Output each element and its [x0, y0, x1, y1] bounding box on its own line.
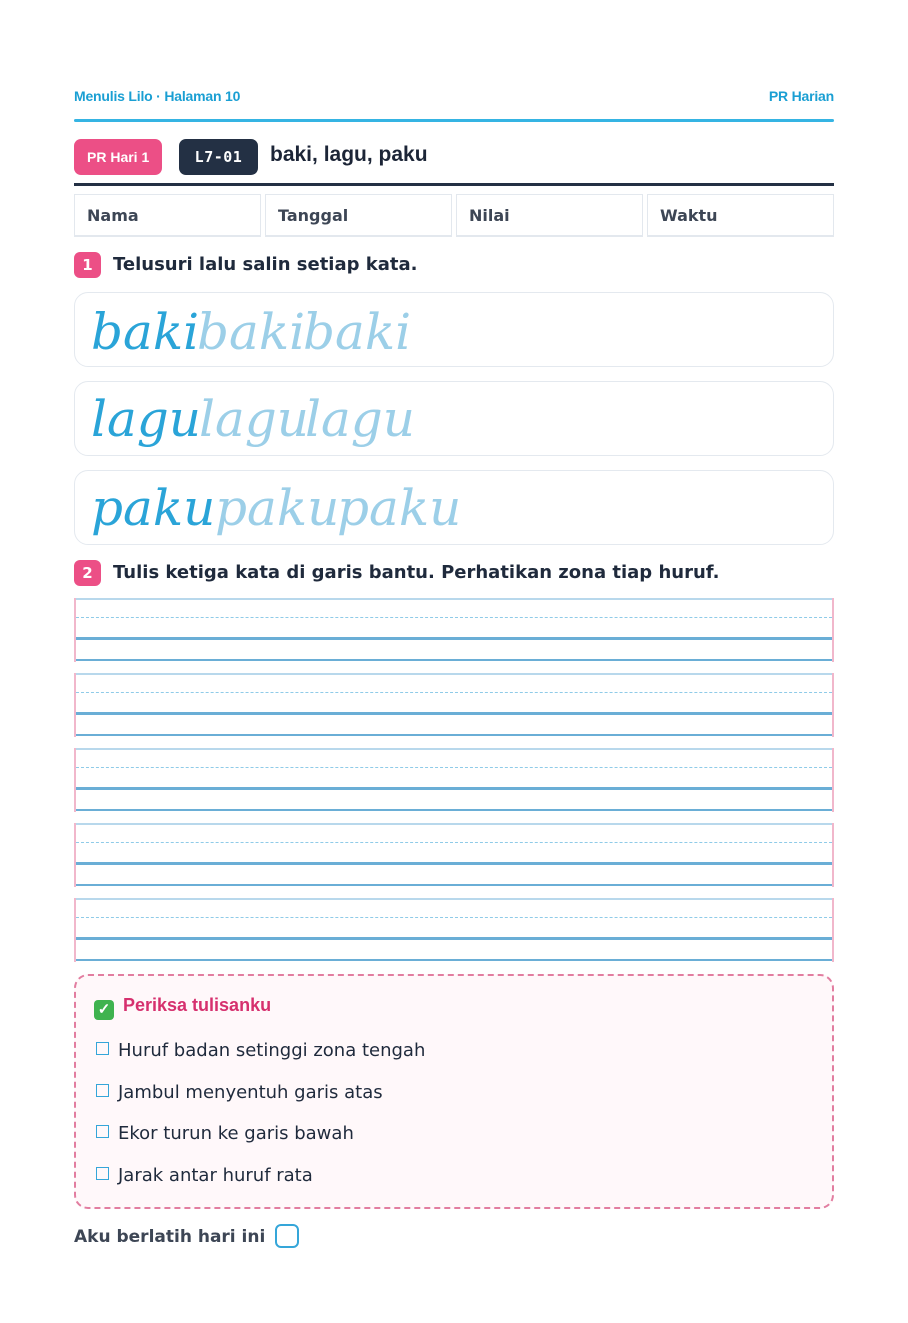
- trace-word-guide: baki: [303, 303, 412, 361]
- checkbox-icon[interactable]: [96, 1084, 109, 1097]
- info-field-name[interactable]: Nama: [74, 194, 261, 237]
- top-line: [76, 673, 832, 675]
- checklist-item-label: Huruf badan setinggi zona tengah: [118, 1040, 426, 1061]
- header-book-page: Menulis Lilo · Halaman 10: [74, 88, 241, 104]
- writing-line[interactable]: [74, 823, 834, 887]
- checklist-item[interactable]: [96, 1082, 383, 1103]
- trace-row-paku[interactable]: [74, 470, 834, 545]
- checkbox-icon[interactable]: [96, 1167, 109, 1180]
- top-line: [76, 748, 832, 750]
- trace-word-guide: lagu: [199, 390, 310, 448]
- section-2-number: 2: [74, 560, 101, 586]
- student-info-row: [74, 194, 834, 237]
- section-1-instruction: Telusuri lalu salin setiap kata.: [113, 254, 418, 275]
- checklist-item-label: Ekor turun ke garis bawah: [118, 1123, 354, 1144]
- info-field-date[interactable]: Tanggal: [265, 194, 452, 237]
- mid-dashed-line: [76, 692, 832, 693]
- writing-line[interactable]: [74, 898, 834, 962]
- trace-word-svg: [75, 382, 835, 457]
- writing-line[interactable]: [74, 748, 834, 812]
- trace-word-svg: [75, 471, 835, 546]
- bottom-line: [76, 659, 832, 661]
- trace-word-model: lagu: [91, 390, 202, 448]
- title-bar: [74, 139, 834, 179]
- bottom-line: [76, 734, 832, 736]
- base-line: [76, 787, 832, 790]
- day-badge: PR Hari 1: [74, 139, 162, 175]
- mid-dashed-line: [76, 767, 832, 768]
- top-line: [76, 898, 832, 900]
- self-check-heading: [94, 995, 271, 1020]
- trace-word-model: baki: [91, 303, 200, 361]
- base-line: [76, 937, 832, 940]
- trace-word-svg: [75, 293, 835, 368]
- trace-word-guide: paku: [215, 479, 340, 537]
- mid-dashed-line: [76, 842, 832, 843]
- bottom-line: [76, 809, 832, 811]
- bottom-line: [76, 884, 832, 886]
- self-check-title: Periksa tulisanku: [123, 995, 272, 1015]
- trace-word-guide: baki: [197, 303, 306, 361]
- header-label: PR Harian: [768, 88, 834, 104]
- info-field-time[interactable]: Waktu: [647, 194, 834, 237]
- trace-row-lagu[interactable]: [74, 381, 834, 456]
- writing-line[interactable]: [74, 598, 834, 662]
- trace-word-model: paku: [91, 479, 216, 537]
- top-line: [76, 823, 832, 825]
- mid-dashed-line: [76, 917, 832, 918]
- base-line: [76, 862, 832, 865]
- mid-dashed-line: [76, 617, 832, 618]
- info-field-score[interactable]: Nilai: [456, 194, 643, 237]
- checklist-item-label: Jambul menyentuh garis atas: [118, 1082, 383, 1103]
- checkbox-icon[interactable]: [96, 1125, 109, 1138]
- bottom-line: [76, 959, 832, 961]
- trace-row-baki[interactable]: [74, 292, 834, 367]
- section-1-number: 1: [74, 252, 101, 278]
- trace-word-guide: paku: [337, 479, 462, 537]
- checklist-item[interactable]: [96, 1123, 354, 1144]
- section-2-instruction: Tulis ketiga kata di garis bantu. Perhatikan zona tiap huruf.: [113, 562, 720, 583]
- writing-line[interactable]: [74, 673, 834, 737]
- checklist-item[interactable]: [96, 1040, 425, 1061]
- base-line: [76, 637, 832, 640]
- practice-footer: [74, 1224, 299, 1248]
- base-line: [76, 712, 832, 715]
- trace-word-guide: lagu: [305, 390, 416, 448]
- top-line: [76, 598, 832, 600]
- page-header: [74, 88, 834, 108]
- checkbox-icon[interactable]: [96, 1042, 109, 1055]
- lesson-code-badge: L7-01: [179, 139, 258, 175]
- lesson-title: baki, lagu, paku: [270, 143, 428, 166]
- self-check-panel: [74, 974, 834, 1209]
- practice-done-checkbox[interactable]: [275, 1224, 299, 1248]
- check-mark-icon: ✓: [94, 1000, 114, 1020]
- section-1-heading: [74, 252, 834, 278]
- title-divider: [74, 183, 834, 186]
- header-divider: [74, 119, 834, 122]
- practice-footer-label: Aku berlatih hari ini: [74, 1227, 266, 1247]
- section-2-heading: [74, 560, 834, 586]
- checklist-item[interactable]: [96, 1165, 313, 1186]
- checklist-item-label: Jarak antar huruf rata: [118, 1165, 313, 1186]
